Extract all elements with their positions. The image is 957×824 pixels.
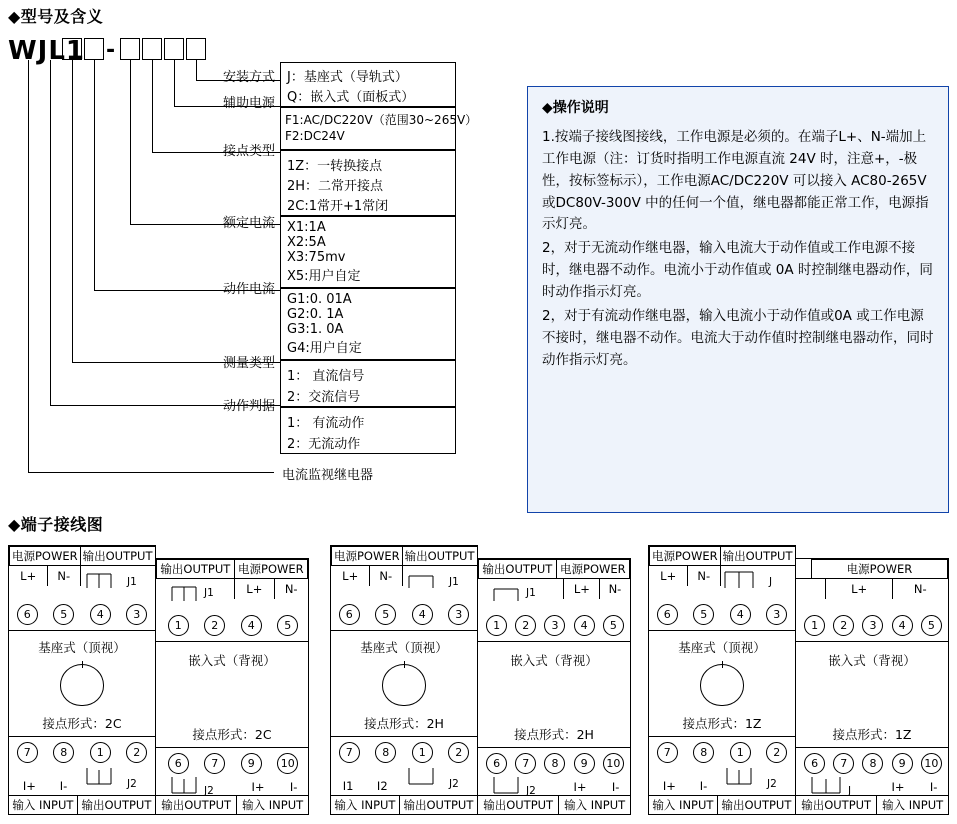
d1-top-sub-1: N- [47,566,80,586]
d6-bottom-header-0: 输出OUTPUT [796,796,877,815]
d5-terminal-3[interactable]: 3 [766,604,787,625]
d1-relay-label-bottom: J2 [127,778,137,790]
d1-terminal-7[interactable]: 7 [17,742,38,763]
row-label-bottom: 电流监视继电器 [282,468,374,483]
d5-divider-bottom [649,736,795,737]
d5-terminal-8[interactable]: 8 [693,742,714,763]
d3-bottom-sub-0: I1 [342,779,354,794]
leader-v-6 [72,60,73,362]
d4-terminal-9[interactable]: 9 [574,753,595,774]
d2-terminal-6[interactable]: 6 [168,753,189,774]
d2-terminal-5[interactable]: 5 [277,615,298,636]
rated-option-3: X5:用户自定 [287,269,361,284]
row-label-action-current: 动作电流 [222,282,275,297]
d3-bottom-terminals [331,742,477,763]
d3-divider-top [331,630,477,631]
d1-bottom-sub-2 [77,778,116,796]
d6-terminal-2[interactable]: 2 [833,615,854,636]
d5-knob [649,664,795,706]
contact-option-0: 1Z：一转换接点 [287,159,383,174]
leader-v-8 [28,60,29,472]
d6-top-header-0 [796,560,811,579]
d5-top-header-0: 电源POWER [650,547,721,566]
row-label-aux-power: 辅助电源 [222,96,275,111]
leader-v-4 [130,60,131,224]
action-current-option-3: G4:用户自定 [287,341,362,356]
d3-terminal-7[interactable]: 7 [339,742,360,763]
contact-option-2: 2C:1常开+1常闭 [287,199,389,214]
d5-bottom-header-1: 输出OUTPUT [717,796,795,815]
d1-terminal-2[interactable]: 2 [126,742,147,763]
d4-bottom-terminals [482,753,628,774]
value-box-rated-current [280,216,456,288]
d3-terminal-5[interactable]: 5 [375,604,396,625]
d4-terminal-8[interactable]: 8 [544,753,565,774]
d6-terminal-5[interactable]: 5 [921,615,942,636]
leader-v-3 [152,60,153,152]
d4-top-sub-x [556,579,564,599]
operation-paragraph-2: 2，对于无流动作继电器，输入电流大于动作值或工作电源不接时，继电器不动作。电流小于动作值或 0A 时控制继电器动作，同时动作指示灯亮。 [542,240,933,301]
d6-bottom-sub-0 [796,779,836,796]
d4-relay-label-bottom: J2 [526,785,536,797]
d5-bottom-terminals [649,742,795,763]
measure-option-0: 1： 直流信号 [287,369,365,384]
value-box-aux-power [280,107,478,150]
code-slot-6 [186,38,206,60]
d6-terminal-4[interactable]: 4 [892,615,913,636]
d2-bottom-sub-0 [156,779,196,796]
d2-top-sub-2: L+ [234,579,274,599]
d6-top-header-1: 电源POWER [811,560,947,579]
d4-bottom-sub-3: I- [611,780,620,794]
row-label-measure-type: 测量类型 [222,356,275,371]
terminal-diagram-3 [330,545,478,815]
d2-bottom-header-0: 输出OUTPUT [156,796,237,815]
d6-bottom-sub-2: I+ [891,780,905,794]
d1-knob [9,664,155,706]
d4-terminal-2[interactable]: 2 [515,615,536,636]
d6-terminal-8[interactable]: 8 [862,753,883,774]
d3-top-header-1: 输出OUTPUT [402,547,477,566]
d4-bottom-header-1: 输入 INPUT [559,796,630,815]
d1-divider-bottom [9,736,155,737]
d6-divider-bottom [796,747,948,748]
d3-top-sub-1: N- [369,566,402,586]
d4-divider-top [478,641,630,642]
d1-bottom-header-0: 输入 INPUT [9,796,77,815]
rated-option-1: X2:5A [287,235,326,250]
value-box-measure-type [280,360,456,407]
operation-paragraph-3: 2，对于有流动作继电器，输入电流小于动作值或0A 或工作电源不接时，继电器不动作。电流大于动作值时控制继电器动作，同时动作指示灯亮。 [542,307,934,368]
terminal-diagram-2 [155,558,309,815]
row-label-install: 安装方式 [222,70,275,85]
model-section-title: ◆型号及含义 [8,7,104,26]
d5-divider-top [649,630,795,631]
d5-relay-label-top: J [769,576,773,588]
d2-terminal-4[interactable]: 4 [241,615,262,636]
d4-top-header-1: 电源POWER [556,560,629,579]
d3-relay-label-top: J1 [449,576,459,588]
d1-bottom-terminals [9,742,155,763]
d4-bottom-sub-2: I+ [573,780,587,794]
d3-divider-bottom [331,736,477,737]
d2-terminal-10[interactable]: 10 [277,753,298,774]
d2-divider-top [156,641,308,642]
d4-top-header-0: 输出OUTPUT [479,560,557,579]
action-current-option-1: G2:0. 1A [287,307,344,322]
d3-terminal-3[interactable]: 3 [448,604,469,625]
d2-bottom-sub-2: I+ [251,780,265,794]
d3-bottom-sub-2 [399,778,438,796]
d6-top-terminals [800,615,946,636]
d6-top-sub-0 [796,579,804,599]
d5-contact-form: 接点形式：1Z [682,716,762,731]
leader-h-8 [28,472,274,473]
d2-bottom-sub-3: I- [289,780,298,794]
d1-top-sub-0: L+ [10,566,48,586]
d6-terminal-3[interactable]: 3 [862,615,883,636]
d5-terminal-4[interactable]: 4 [730,604,751,625]
d4-terminal-3[interactable]: 3 [544,615,565,636]
d4-bottom-sub-0 [478,779,518,796]
d4-divider-bottom [478,747,630,748]
d5-terminal-5[interactable]: 5 [693,604,714,625]
d4-bottom-header-0: 输出OUTPUT [478,796,559,815]
d3-terminal-1[interactable]: 1 [412,742,433,763]
d3-bottom-header-1: 输出OUTPUT [399,796,477,815]
operation-title: ◆操作说明 [542,100,609,116]
d2-terminal-9[interactable]: 9 [241,753,262,774]
d1-top-header-0: 电源POWER [10,547,81,566]
d6-terminal-6[interactable]: 6 [804,753,825,774]
d2-title: 嵌入式（背视） [188,653,276,668]
d2-relay-label-top: J1 [204,587,214,599]
d5-bottom-sub-0: I+ [662,779,676,794]
d2-bottom-terminals [160,753,306,774]
d3-contact-form: 接点形式：2H [364,716,444,731]
d6-top-sub-x [811,579,825,599]
d1-terminal-6[interactable]: 6 [17,604,38,625]
d2-terminal-2[interactable]: 2 [204,615,225,636]
d6-contact-form: 接点形式：1Z [832,727,912,742]
d6-relay-label-bottom: J [848,785,852,797]
code-slot-4 [142,38,162,60]
value-box-action-basis [280,407,456,454]
d3-top-terminals [331,604,477,625]
d5-terminal-2[interactable]: 2 [766,742,787,763]
d4-relay-label-top: J1 [526,587,536,599]
d3-top-sub-0: L+ [332,566,370,586]
leader-v-7 [50,60,51,405]
d5-title: 基座式（顶视） [678,640,766,655]
d4-terminal-4[interactable]: 4 [574,615,595,636]
d1-terminal-4[interactable]: 4 [90,604,111,625]
d2-bottom-sub-1 [196,779,236,796]
d1-relay-symbol-top [81,568,151,590]
model-code-text: WJL1 [8,36,86,66]
d1-bottom-header-1: 输出OUTPUT [77,796,155,815]
d4-top-terminals [482,615,628,636]
d6-divider-top [796,641,948,642]
aux-option-0: F1:AC/DC220V（范围30~265V） [285,113,478,127]
d2-top-header-1: 电源POWER [234,560,307,579]
d6-bottom-sub-1 [836,779,876,796]
d1-bottom-sub-3 [116,778,155,796]
code-slot-5 [164,38,184,60]
row-label-action-basis: 动作判据 [222,399,275,414]
d5-bottom-sub-2 [717,778,756,796]
d4-relay-symbol-top [488,581,548,603]
d6-terminal-9[interactable]: 9 [892,753,913,774]
d4-terminal-7[interactable]: 7 [515,753,536,774]
d5-relay-label-bottom: J2 [767,778,777,790]
d2-divider-bottom [156,747,308,748]
measure-option-1: 2：交流信号 [287,390,361,405]
action-current-option-2: G3:1. 0A [287,322,344,337]
basis-option-1: 2：无流动作 [287,437,361,452]
d1-top-terminals [9,604,155,625]
d3-terminal-4[interactable]: 4 [412,604,433,625]
code-dash: - [106,38,116,63]
d1-bottom-sub-1: I- [59,779,68,794]
d4-top-sub-2: L+ [564,579,600,599]
d6-top-sub-1 [804,579,812,599]
d6-terminal-1[interactable]: 1 [804,615,825,636]
row-label-rated-current: 额定电流 [222,216,275,231]
d6-bottom-header-1: 输入 INPUT [877,796,948,815]
d3-terminal-2[interactable]: 2 [448,742,469,763]
d3-bottom-sub-1: I2 [376,779,388,794]
d1-terminal-5[interactable]: 5 [53,604,74,625]
rated-option-0: X1:1A [287,220,326,235]
leader-v-5 [94,60,95,290]
contact-option-1: 2H：二常开接点 [287,179,384,194]
d3-bottom-header-0: 输入 INPUT [331,796,399,815]
d4-terminal-5[interactable]: 5 [603,615,624,636]
d4-contact-form: 接点形式：2H [514,727,594,742]
operation-paragraph-1: 1.按端子接线图接线，工作电源是必须的。在端子L+、N-端加上工作电源（注：订货时指明工作电源直流 24V 时，注意+，-极性，按标签标示），工作电源AC/DC220V 可以接入 AC80-265V 或DC80V-300V 中的任何一个值，继电器都能正常工作，电源指示灯亮。 [542,129,929,233]
basis-option-0: 1： 有流动作 [287,416,365,431]
aux-option-1: F2:DC24V [285,129,345,143]
terminal-diagram-5 [648,545,796,815]
d6-terminal-7[interactable]: 7 [833,753,854,774]
d5-terminal-1[interactable]: 1 [730,742,751,763]
action-current-option-0: G1:0. 01A [287,292,352,307]
d1-terminal-8[interactable]: 8 [53,742,74,763]
code-slot-2 [84,38,104,60]
d3-title: 基座式（顶视） [360,640,448,655]
d6-terminal-10[interactable]: 10 [921,753,942,774]
d1-contact-form: 接点形式：2C [42,716,122,731]
value-box-contact-type [280,150,456,216]
d5-top-sub-0: L+ [650,566,688,586]
terminal-section-title: ◆端子接线图 [8,515,104,534]
d6-top-sub-2: L+ [826,579,893,599]
d6-title: 嵌入式（背视） [828,653,916,668]
d5-bottom-sub-3 [756,778,795,796]
d3-bottom-sub-3 [438,778,477,796]
terminal-diagram-4 [477,558,631,815]
d2-terminal-7[interactable]: 7 [204,753,225,774]
d5-terminal-7[interactable]: 7 [657,742,678,763]
d6-bottom-sub-3: I- [929,780,938,794]
d1-terminal-3[interactable]: 3 [126,604,147,625]
d4-terminal-6[interactable]: 6 [486,753,507,774]
d4-terminal-1[interactable]: 1 [486,615,507,636]
d2-top-terminals [160,615,306,636]
install-option-0: J：基座式（导轨式） [287,70,408,85]
d2-top-header-0: 输出OUTPUT [157,560,235,579]
d4-title: 嵌入式（背视） [510,653,598,668]
d5-bottom-header-0: 输入 INPUT [649,796,717,815]
d1-relay-label-top: J1 [127,576,137,588]
d2-bottom-header-1: 输入 INPUT [237,796,308,815]
value-box-install [280,62,456,107]
rated-option-2: X3:75mv [287,250,346,265]
d5-top-sub-1: N- [687,566,720,586]
d1-terminal-1[interactable]: 1 [90,742,111,763]
d3-terminal-6[interactable]: 6 [339,604,360,625]
d2-relay-symbol-top [166,581,226,603]
d2-terminal-1[interactable]: 1 [168,615,189,636]
d5-terminal-6[interactable]: 6 [657,604,678,625]
d1-bottom-sub-0: I+ [22,779,36,794]
d5-top-terminals [649,604,795,625]
d2-relay-label-bottom: J2 [204,785,214,797]
operation-panel [527,86,949,513]
d3-relay-label-bottom: J2 [449,778,459,790]
terminal-diagram-6 [795,558,949,815]
d4-top-sub-3: N- [600,579,630,599]
d1-divider-top [9,630,155,631]
d2-top-sub-3: N- [274,579,307,599]
d5-bottom-sub-1: I- [699,779,708,794]
terminal-diagram-1 [8,545,156,815]
d2-contact-form: 接点形式：2C [192,727,272,742]
d4-bottom-sub-1 [518,779,558,796]
d1-title: 基座式（顶视） [38,640,126,655]
install-option-1: Q：嵌入式（面板式） [287,90,415,105]
d5-relay-symbol-top [719,566,789,590]
d4-terminal-10[interactable]: 10 [603,753,624,774]
row-label-contact-type: 接点类型 [222,144,275,159]
value-box-action-current [280,288,456,360]
d5-top-header-1: 输出OUTPUT [720,547,795,566]
d3-relay-symbol-top [403,568,473,590]
d6-top-sub-3: N- [893,579,948,599]
code-slot-3 [120,38,140,60]
d3-terminal-8[interactable]: 8 [375,742,396,763]
d1-top-header-1: 输出OUTPUT [80,547,155,566]
code-slot-1 [62,38,82,60]
d3-top-header-0: 电源POWER [332,547,403,566]
d6-bottom-terminals [800,753,946,774]
d3-knob [331,664,477,706]
